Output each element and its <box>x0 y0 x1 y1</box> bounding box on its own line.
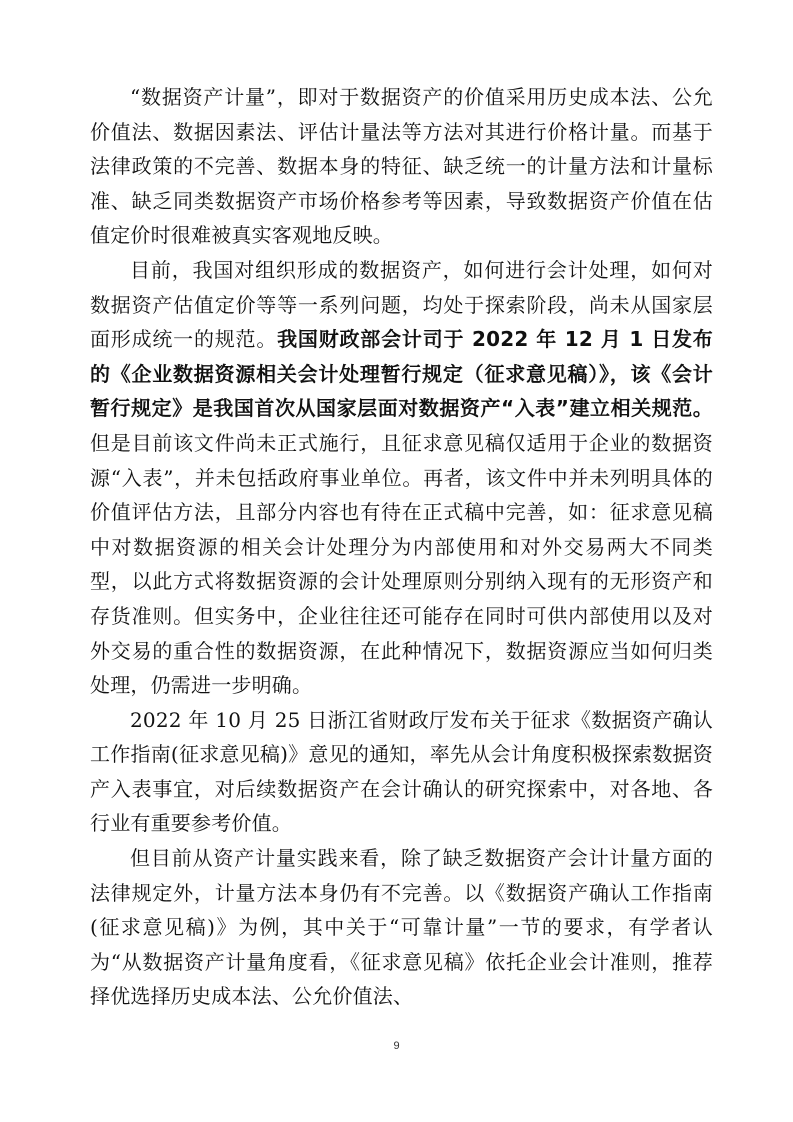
paragraph-3-text: 2022 年 10 月 25 日浙江省财政厅发布关于征求《数据资产确认工作指南(征求意见稿)》意见的通知，率先从会计角度积极探索数据资产入表事宜，对后续数据资产在会计确认的研究探索中，对各地、各行业有重要参考价值。 <box>90 707 713 836</box>
paragraph-2 <box>90 253 713 703</box>
paragraph-4 <box>90 841 713 1014</box>
paragraph-4-text: 但目前从资产计量实践来看，除了缺乏数据资产会计计量方面的法律规定外，计量方法本身仍有不完善。以《数据资产确认工作指南(征求意见稿)》为例，其中关于“可靠计量”一节的要求，有学者认为“从数据资产计量角度看，《征求意见稿》依托企业会计准则，推荐择优选择历史成本法、公允价值法、 <box>90 846 713 1009</box>
page-number: 9 <box>393 1040 400 1052</box>
document-body <box>90 80 713 1014</box>
paragraph-1 <box>90 80 713 253</box>
paragraph-2-bold-text: 我国财政部会计司于 2022 年 12 月 1 日发布的《企业数据资源相关会计处理暂行规定（征求意见稿）》，该《会计暂行规定》是我国首次从国家层面对数据资产“入表”建立相关规范。 <box>90 327 713 421</box>
paragraph-1-text: “数据资产计量”，即对于数据资产的价值采用历史成本法、公允价值法、数据因素法、评估计量法等方法对其进行价格计量。而基于法律政策的不完善、数据本身的特征、缺乏统一的计量方法和计量标准、缺乏同类数据资产市场价格参考等因素，导致数据资产价值在估值定价时很难被真实客观地反映。 <box>90 85 713 248</box>
paragraph-2-text-intro: 目前，我国对组织形成的数据资产，如何进行会计处理，如何对数据资产估值定价等等一系列问题，均处于探索阶段，尚未从国家层面形成统一的规范。 <box>90 257 713 352</box>
paragraph-3 <box>90 703 713 841</box>
paragraph-2-text-rest: 但是目前该文件尚未正式施行，且征求意见稿仅适用于企业的数据资源“入表”，并未包括政府事业单位。再者，该文件中并未列明具体的价值评估方法，且部分内容也有待在正式稿中完善，如：征求意见稿中对数据资源的相关会计处理分为内部使用和对外交易两大不同类型，以此方式将数据资源的会计处理原则分别纳入现有的无形资产和存货准则。但实务中，企业往往还可能存在同时可供内部使用以及对外交易的重合性的数据资源，在此种情况下，数据资源应当如何归类处理，仍需进一步明确。 <box>90 430 713 698</box>
